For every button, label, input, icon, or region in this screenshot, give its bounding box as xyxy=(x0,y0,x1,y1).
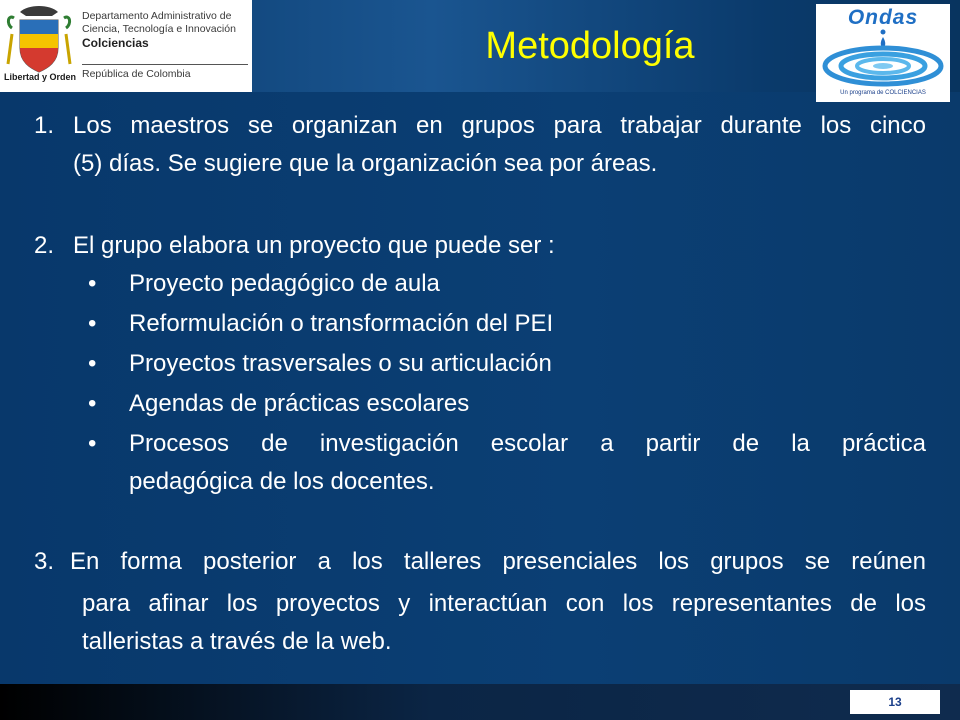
shield-caption: Libertad y Orden xyxy=(3,72,76,82)
item-2-number: 2. xyxy=(34,232,55,259)
department-line-2: Ciencia, Tecnología e Innovación xyxy=(82,23,236,35)
footer-bar xyxy=(0,684,960,720)
bullet-item-5-continuation: pedagógica de los docentes. xyxy=(129,468,435,495)
item-2-text: El grupo elabora un proyecto que puede ser : xyxy=(73,232,555,259)
item-1-number: 1. xyxy=(34,112,55,139)
bullet-symbol: • xyxy=(88,350,97,377)
item-1-text-line-2: (5) días. Se sugiere que la organización sea por áreas. xyxy=(73,150,658,177)
organization-name: Colciencias xyxy=(82,36,149,50)
ondas-caption: Un programa de COLCIENCIAS xyxy=(840,90,926,96)
item-3-text-line-3: talleristas a través de la web. xyxy=(82,628,392,655)
bullet-symbol: • xyxy=(88,390,97,417)
bullet-item-2: Reformulación o transformación del PEI xyxy=(129,310,554,337)
country-name: República de Colombia xyxy=(82,68,191,80)
bullet-item-1: Proyecto pedagógico de aula xyxy=(129,270,440,297)
item-1-text-line-1: Los maestros se organizan en grupos para trabajar durante los cinco xyxy=(73,112,926,139)
slide-title: Metodología xyxy=(485,25,695,67)
department-line-1: Departamento Administrativo de xyxy=(82,10,232,22)
page-number: 13 xyxy=(850,690,940,714)
bullet-item-3: Proyectos trasversales o su articulación xyxy=(129,350,552,377)
item-3-number: 3. xyxy=(34,548,55,575)
bullet-symbol: • xyxy=(88,430,97,457)
item-3-text-line-1: En forma posterior a los talleres presenciales los grupos se reúnen xyxy=(70,548,926,575)
ondas-wordmark: Ondas xyxy=(847,6,919,29)
bullet-item-4: Agendas de prácticas escolares xyxy=(129,390,470,417)
bullet-symbol: • xyxy=(88,310,97,337)
bullet-item-5: Procesos de investigación escolar a partir de la práctica xyxy=(129,430,926,457)
bullet-symbol: • xyxy=(88,270,97,297)
item-3-text-line-2: para afinar los proyectos y interactúan con los representantes de los xyxy=(82,590,926,617)
